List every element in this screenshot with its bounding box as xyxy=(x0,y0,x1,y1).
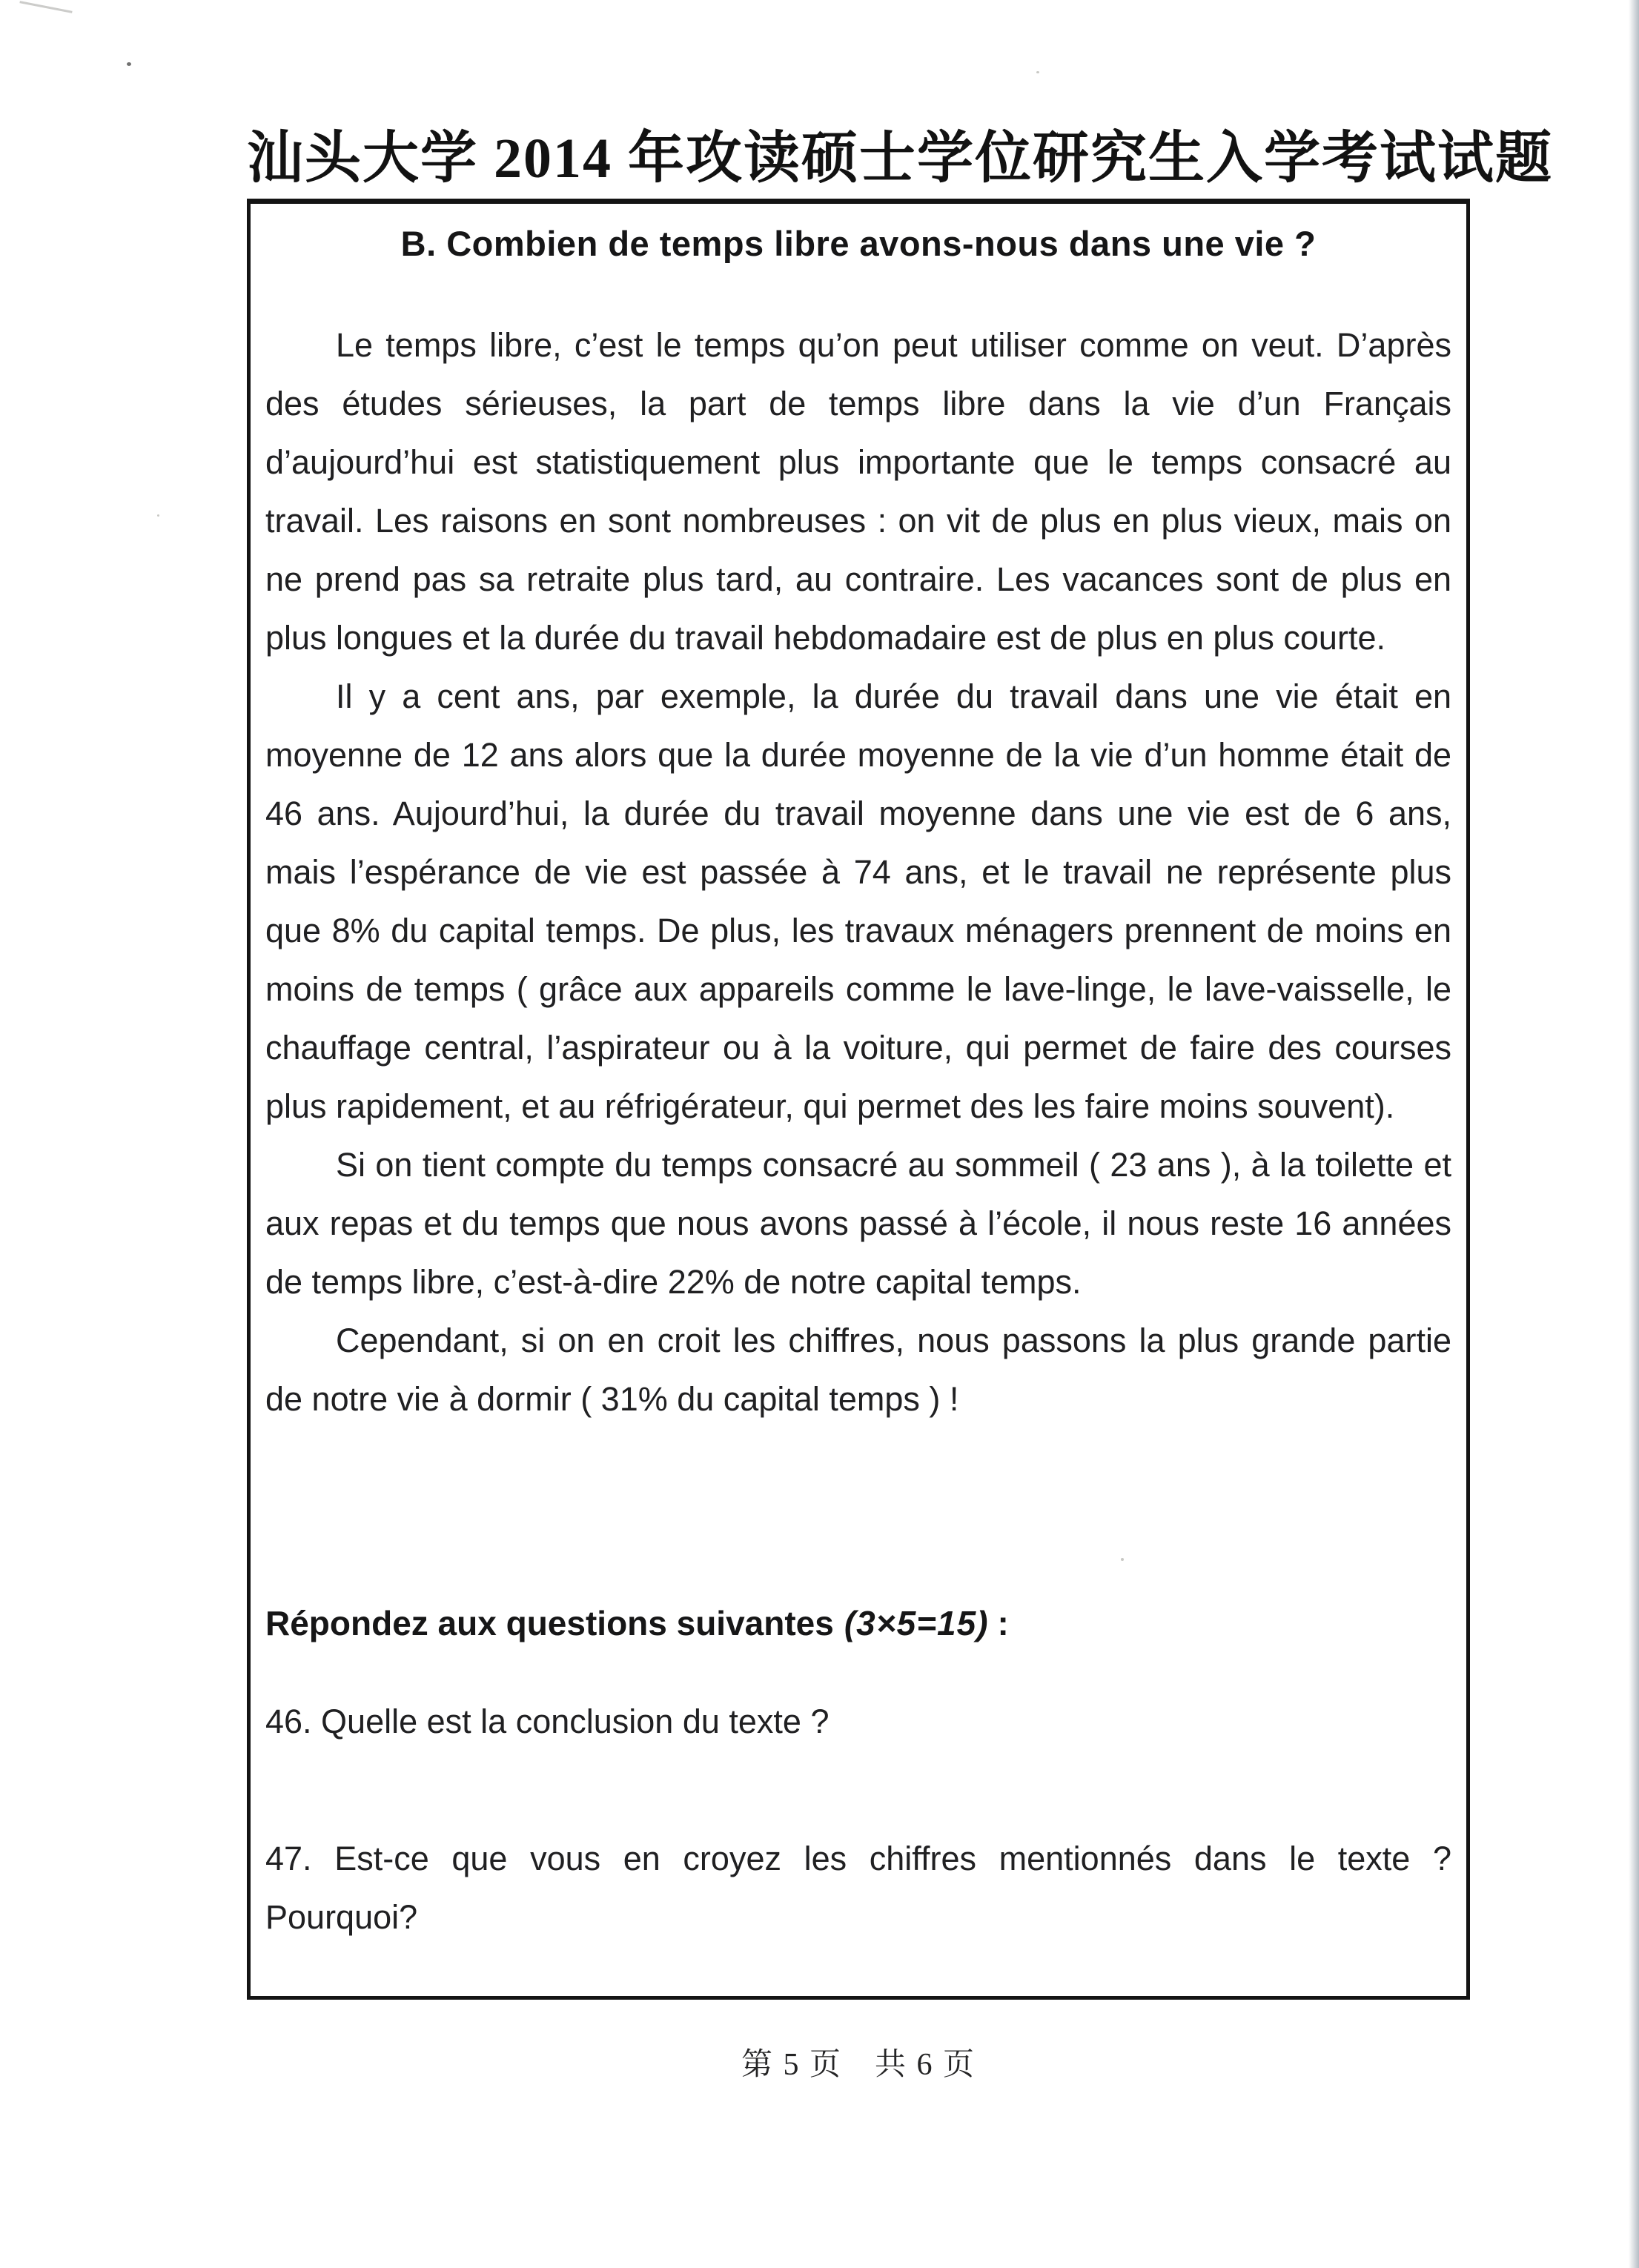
question-46: 46. Quelle est la conclusion du texte ? xyxy=(265,1702,830,1740)
prompt-instruction: Répondez aux questions suivantes xyxy=(265,1604,834,1642)
scan-speck xyxy=(1036,71,1039,73)
question-47-line1: 47. Est-ce que vous en croyez les chiffres mentionnés dans le texte ? xyxy=(265,1840,1451,1877)
page-number-text: 第 5 页 共 6 页 xyxy=(741,2048,976,2082)
scan-speck xyxy=(157,514,159,517)
passage-paragraph-3: Si on tient compte du temps consacré au sommeil ( 23 ans ), à la toilette et aux repas et du temps que nous avons passé à l’école, il nous reste 16 années de temps libre, c’est-à-dire 22% de notre capital temps. xyxy=(265,1146,1451,1301)
prompt-colon: : xyxy=(997,1604,1009,1642)
passage-paragraph-1: Le temps libre, c’est le temps qu’on peut utiliser comme on veut. D’après des études sérieuses, la part de temps libre dans la vie d’un Français d’aujourd’hui est statistiquement plus importante que le temps consacré au travail. Les raisons en sont nombreuses : on vit de plus en plus vieux, mais on ne prend pas sa retraite plus tard, au contraire. Les vacances sont de plus en plus longues et la durée du travail hebdomadaire est de plus en plus courte. xyxy=(265,326,1451,657)
page-footer xyxy=(247,2040,1470,2084)
scan-speck xyxy=(127,62,131,66)
prompt-points: (3×5=15) xyxy=(844,1604,989,1642)
scan-scratch-artifact xyxy=(19,1,72,13)
passage-paragraph-4: Cependant, si on en croit les chiffres, nous passons la plus grande partie de notre vie à dormir ( 31% du capital temps ) ! xyxy=(265,1322,1451,1418)
exam-content-box xyxy=(247,199,1470,2000)
question-47 xyxy=(265,1829,1451,1946)
page-title: 汕头大学 2014 年攻读硕士学位研究生入学考试试题 xyxy=(247,127,1553,190)
passage-paragraph-2: Il y a cent ans, par exemple, la durée du travail dans une vie était en moyenne de 12 ans alors que la durée moyenne de la vie d’un homme était de 46 ans. Aujourd’hui, la durée du travail moyenne dans une vie est de 6 ans, mais l’espérance de vie est passée à 74 ans, et le travail ne représente plus que 8% du capital temps. De plus, les travaux ménagers prennent de moins en moins de temps ( grâce aux appareils comme le lave-linge, le lave-vaisselle, le chauffage central, l’aspirateur ou à la voiture, qui permet de faire des courses plus rapidement, et au réfrigérateur, qui permet des les faire moins souvent). xyxy=(265,677,1451,1125)
questions-prompt xyxy=(265,1603,1451,1643)
scan-edge-shadow xyxy=(1629,0,1639,2268)
section-heading: B. Combien de temps libre avons-nous dans une vie ? xyxy=(400,224,1317,263)
reading-passage xyxy=(265,316,1451,1428)
question-47-line2: Pourquoi? xyxy=(265,1898,418,1936)
